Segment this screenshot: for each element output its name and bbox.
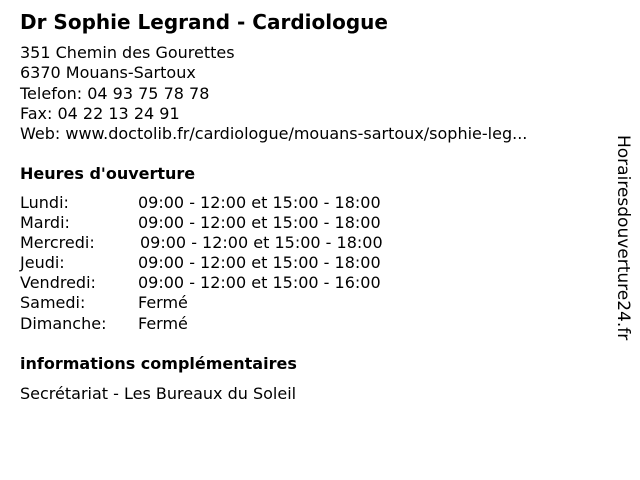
- additional-info-heading: informations complémentaires: [20, 354, 297, 373]
- day-label: Lundi:: [20, 193, 69, 212]
- phone-number[interactable]: Telefon: 04 93 75 78 78: [20, 83, 210, 103]
- hours-row-wednesday: [20, 233, 383, 253]
- time-value: 09:00 - 12:00 et 15:00 - 18:00: [138, 213, 381, 233]
- fax-number: Fax: 04 22 13 24 91: [20, 103, 180, 123]
- hours-row-sunday: [20, 314, 383, 334]
- day-label: Dimanche:: [20, 313, 107, 333]
- day-label: Samedi:: [20, 293, 86, 313]
- day-label: Mercredi:: [20, 233, 95, 253]
- day-label: Jeudi:: [20, 253, 65, 273]
- day-label: Mardi:: [20, 213, 70, 233]
- opening-hours-table: [20, 193, 383, 334]
- page-title: Dr Sophie Legrand - Cardiologue: [20, 10, 388, 34]
- time-value: Fermé: [138, 313, 188, 333]
- time-value: 09:00 - 12:00 et 15:00 - 18:00: [140, 233, 383, 253]
- opening-hours-heading: Heures d'ouverture: [20, 164, 196, 183]
- city-postal: 6370 Mouans-Sartoux: [20, 63, 196, 83]
- additional-info-text: Secrétariat - Les Bureaux du Soleil: [20, 384, 297, 403]
- time-value: 09:00 - 12:00 et 15:00 - 18:00: [138, 193, 381, 212]
- time-value: 09:00 - 12:00 et 15:00 - 16:00: [138, 273, 381, 293]
- hours-row-friday: [20, 273, 383, 293]
- hours-row-monday: [20, 193, 383, 213]
- address-block: [20, 43, 527, 144]
- watermark-text: Horairesdouverture24.fr: [613, 135, 633, 341]
- street-address: 351 Chemin des Gourettes: [20, 43, 235, 62]
- hours-row-saturday: [20, 293, 383, 313]
- hours-row-tuesday: [20, 213, 383, 233]
- day-label: Vendredi:: [20, 273, 96, 293]
- time-value: 09:00 - 12:00 et 15:00 - 18:00: [138, 253, 381, 273]
- website-link[interactable]: Web: www.doctolib.fr/cardiologue/mouans-sartoux/sophie-leg...: [20, 124, 528, 144]
- hours-row-thursday: [20, 253, 383, 273]
- time-value: Fermé: [138, 293, 188, 313]
